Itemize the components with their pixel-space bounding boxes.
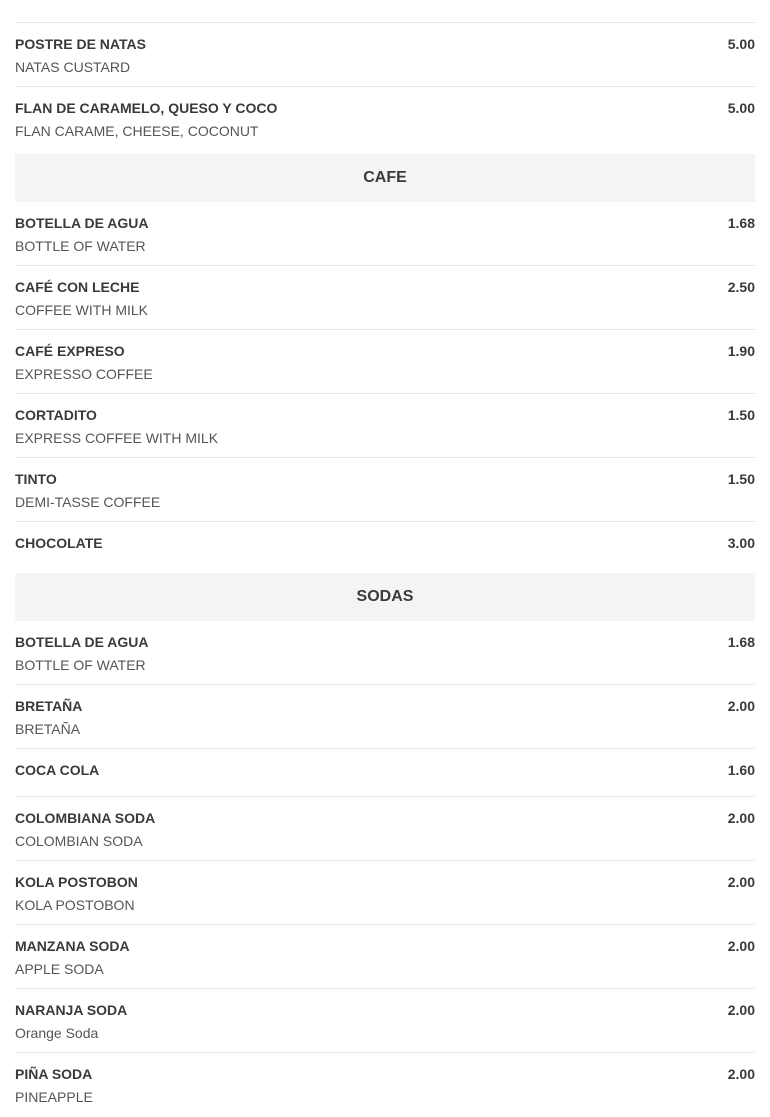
menu-item[interactable] bbox=[15, 685, 755, 749]
item-name: POSTRE DE NATAS bbox=[15, 36, 146, 52]
item-name: CAFÉ CON LECHE bbox=[15, 279, 140, 295]
section-header-cafe: CAFE bbox=[15, 154, 755, 202]
menu-list bbox=[15, 0, 755, 1117]
menu-item[interactable] bbox=[15, 797, 755, 861]
item-name: BOTELLA DE AGUA bbox=[15, 215, 149, 231]
item-description: APPLE SODA bbox=[15, 961, 104, 977]
item-price: 2.00 bbox=[727, 874, 755, 890]
item-price: 2.00 bbox=[727, 810, 755, 826]
item-price: 1.50 bbox=[727, 471, 755, 487]
item-description: NATAS CUSTARD bbox=[15, 59, 131, 75]
item-name: FLAN DE CARAMELO, QUESO Y COCO bbox=[15, 100, 278, 116]
item-name: BOTELLA DE AGUA bbox=[15, 634, 149, 650]
menu-item[interactable] bbox=[15, 522, 755, 570]
item-description: COLOMBIAN SODA bbox=[15, 833, 143, 849]
item-price: 2.00 bbox=[727, 938, 755, 954]
item-name: COLOMBIANA SODA bbox=[15, 810, 156, 826]
item-name: COCA COLA bbox=[15, 762, 100, 778]
item-description: EXPRESS COFFEE WITH MILK bbox=[15, 430, 219, 446]
menu-item[interactable] bbox=[15, 266, 755, 330]
menu-item[interactable] bbox=[15, 458, 755, 522]
item-name: CAFÉ EXPRESO bbox=[15, 343, 125, 359]
menu-item[interactable] bbox=[15, 749, 755, 797]
item-description: DEMI-TASSE COFFEE bbox=[15, 494, 161, 510]
item-description: FLAN CARAME, CHEESE, COCONUT bbox=[15, 123, 259, 139]
menu-item[interactable] bbox=[15, 621, 755, 685]
item-description: PINEAPPLE bbox=[15, 1089, 93, 1105]
menu-item[interactable] bbox=[15, 23, 755, 87]
item-price: 2.00 bbox=[727, 698, 755, 714]
item-price: 5.00 bbox=[727, 36, 755, 52]
item-description: BRETAÑA bbox=[15, 721, 81, 737]
item-description: KOLA POSTOBON bbox=[15, 897, 135, 913]
menu-item[interactable] bbox=[15, 202, 755, 266]
item-price: 5.00 bbox=[727, 100, 755, 116]
item-price: 1.68 bbox=[727, 634, 755, 650]
top-divider bbox=[15, 0, 755, 23]
menu-item[interactable] bbox=[15, 330, 755, 394]
item-description: EXPRESSO COFFEE bbox=[15, 366, 153, 382]
item-description: Orange Soda bbox=[15, 1025, 99, 1041]
item-name: BRETAÑA bbox=[15, 698, 83, 714]
menu-item[interactable] bbox=[15, 989, 755, 1053]
item-price: 3.00 bbox=[727, 535, 755, 551]
item-name: CHOCOLATE bbox=[15, 535, 103, 551]
menu-item[interactable] bbox=[15, 861, 755, 925]
menu-item[interactable] bbox=[15, 925, 755, 989]
item-name: CORTADITO bbox=[15, 407, 97, 423]
item-name: MANZANA SODA bbox=[15, 938, 130, 954]
item-price: 2.00 bbox=[727, 1066, 755, 1082]
item-price: 1.50 bbox=[727, 407, 755, 423]
item-price: 2.50 bbox=[727, 279, 755, 295]
menu-item[interactable] bbox=[15, 1053, 755, 1117]
menu-item[interactable] bbox=[15, 87, 755, 154]
item-description: COFFEE WITH MILK bbox=[15, 302, 148, 318]
item-description: BOTTLE OF WATER bbox=[15, 657, 146, 673]
item-price: 1.60 bbox=[727, 762, 755, 778]
menu-item[interactable] bbox=[15, 394, 755, 458]
item-price: 1.90 bbox=[727, 343, 755, 359]
item-price: 1.68 bbox=[727, 215, 755, 231]
item-price: 2.00 bbox=[727, 1002, 755, 1018]
item-name: NARANJA SODA bbox=[15, 1002, 128, 1018]
item-name: PIÑA SODA bbox=[15, 1066, 93, 1082]
item-description: BOTTLE OF WATER bbox=[15, 238, 146, 254]
item-name: TINTO bbox=[15, 471, 57, 487]
item-name: KOLA POSTOBON bbox=[15, 874, 138, 890]
section-header-sodas: SODAS bbox=[15, 573, 755, 621]
